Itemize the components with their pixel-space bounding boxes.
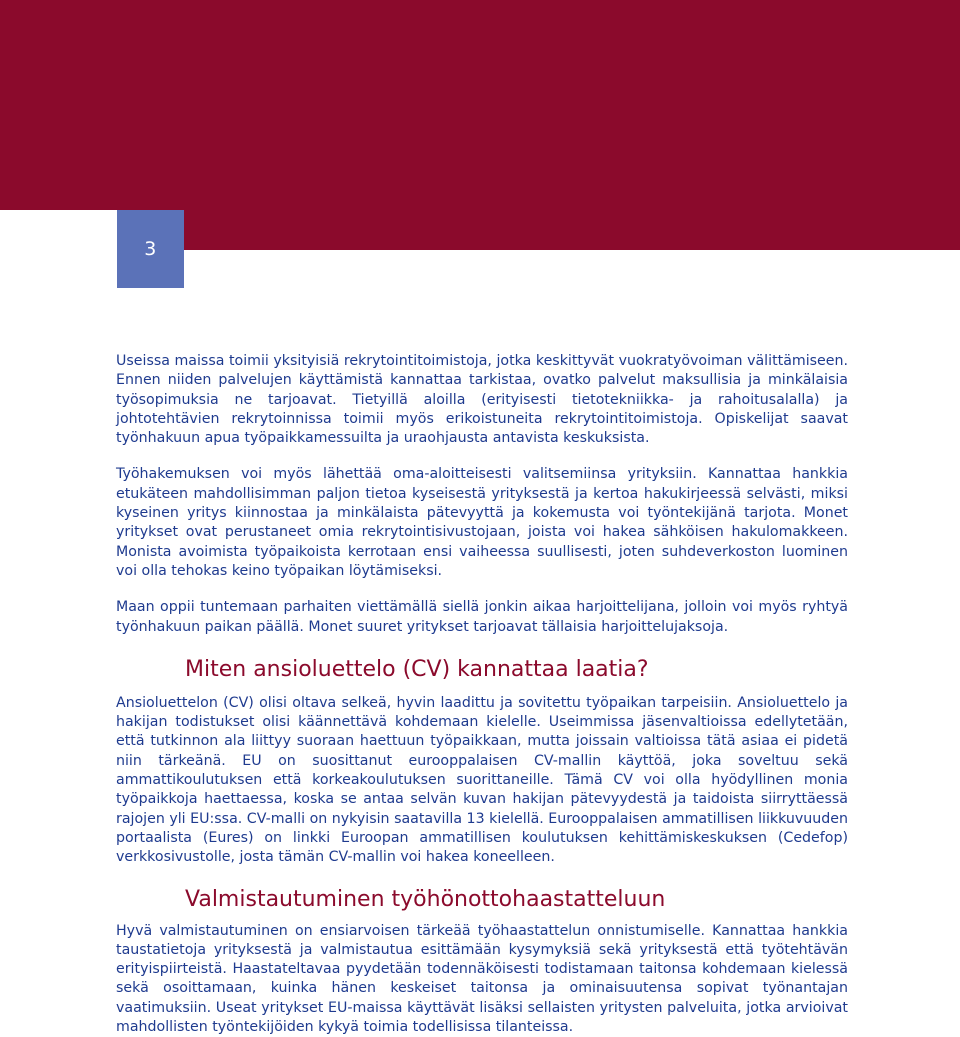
- page-number: 3: [144, 238, 157, 260]
- paragraph-interview: Hyvä valmistautuminen on ensiarvoisen tärkeää työhaastattelun onnistumiselle. Kannattaa hankkia taustatietoja yrityksestä ja valmistautua esittämään kysymyksiä sekä yrityksestä että työtehtävän erityispiirteistä. Haastateltavaa pyydetään todennäköisesti todistamaan taitonsa kohdemaan kielessä sekä osoittamaan, kuinka hänen keskeiset taitonsa ja ominaisuutensa sopivat työnantajan vaatimuksiin. Useat yritykset EU-maissa käyttävät lisäksi sellaisten yritysten palveluita, jotka arvioivat mahdollisten työntekijöiden kykyä toimia todellisissa tilanteissa.: [116, 922, 848, 1036]
- paragraph-recruitment-agencies: Useissa maissa toimii yksityisiä rekrytointitoimistoja, jotka keskittyvät vuokratyövoiman välittämiseen. Ennen niiden palvelujen käyttämistä kannattaa tarkistaa, ovatko palvelut maksullisia ja minkälaisia työsopimuksia ne tarjoavat. Tietyillä aloilla (erityisesti tietotekniikka- ja rahoitusalalla) ja johtotehtävien rekrytoinnissa toimii myös erikoistuneita rekrytointitoimistoja. Opiskelijat saavat työnhakuun apua työpaikkamessuilta ja uraohjausta antavista keskuksista.: [116, 353, 848, 447]
- paragraph-traineeships: Maan oppii tuntemaan parhaiten viettämällä siellä jonkin aikaa harjoittelijana, jolloin voi myös ryhtyä työnhakuun paikan päällä. Monet suuret yritykset tarjoavat tällaisia harjoittelujaksoja.: [116, 599, 848, 635]
- paragraph-spontaneous-applications: Työhakemuksen voi myös lähettää oma-aloitteisesti valitsemiinsa yrityksiin. Kannattaa hankkia etukäteen mahdollisimman paljon tietoa kyseisestä yrityksestä ja kertoa hakukirjeessä selvästi, miksi kyseinen yritys kiinnostaa ja minkälaista pätevyyttä ja kokemusta voi työntekijänä tarjota. Monet yritykset ovat perustaneet omia rekrytointisivustojaan, joista voi hakea sähköisen hakulomakkeen. Monista avoimista työpaikoista kerrotaan ensi vaiheessa suullisesti, joten suhdeverkoston luominen voi olla tehokas keino työpaikan löytämiseksi.: [116, 466, 848, 579]
- page-number-box: [117, 210, 184, 288]
- paragraph-cv: Ansioluettelon (CV) olisi oltava selkeä, hyvin laadittu ja sovitettu työpaikan tarpeisiin. Ansioluettelo ja hakijan todistukset olisi käännettävä kohdemaan kielelle. Useimmissa jäsenvaltioissa edellytetään, että tutkinnon ala liittyy suoraan haettuun työpaikkaan, mutta joissain valtioissa tätä asiaa ei pidetä niin tärkeänä. EU on suosittanut eurooppalaisen CV-mallin käyttöä, joka soveltuu sekä ammattikoulutuksen että korkeakoulutuksen suorittaneille. Tämä CV voi olla hyödyllinen monia työpaikkoja haettaessa, koska se antaa selvän kuvan hakijan pätevyydestä ja taidoista siirryttäessä rajojen yli EU:ssa. CV-malli on nykyisin saatavilla 13 kielellä. Eurooppalaisen ammatillisen liikkuvuuden portaalista (Eures) on linkki Euroopan ammatillisen koulutuksen kehittämiskeskuksen (Cedefop) verkkosivustolle, josta tämän CV-mallin voi hakea koneelleen.: [116, 694, 848, 866]
- main-content: [116, 352, 848, 1037]
- header-notch: [0, 210, 117, 250]
- section-heading-cv: Miten ansioluettelo (CV) kannattaa laatia?: [185, 656, 649, 682]
- section-heading-interview: Valmistautuminen työhönottohaastatteluun: [185, 886, 666, 912]
